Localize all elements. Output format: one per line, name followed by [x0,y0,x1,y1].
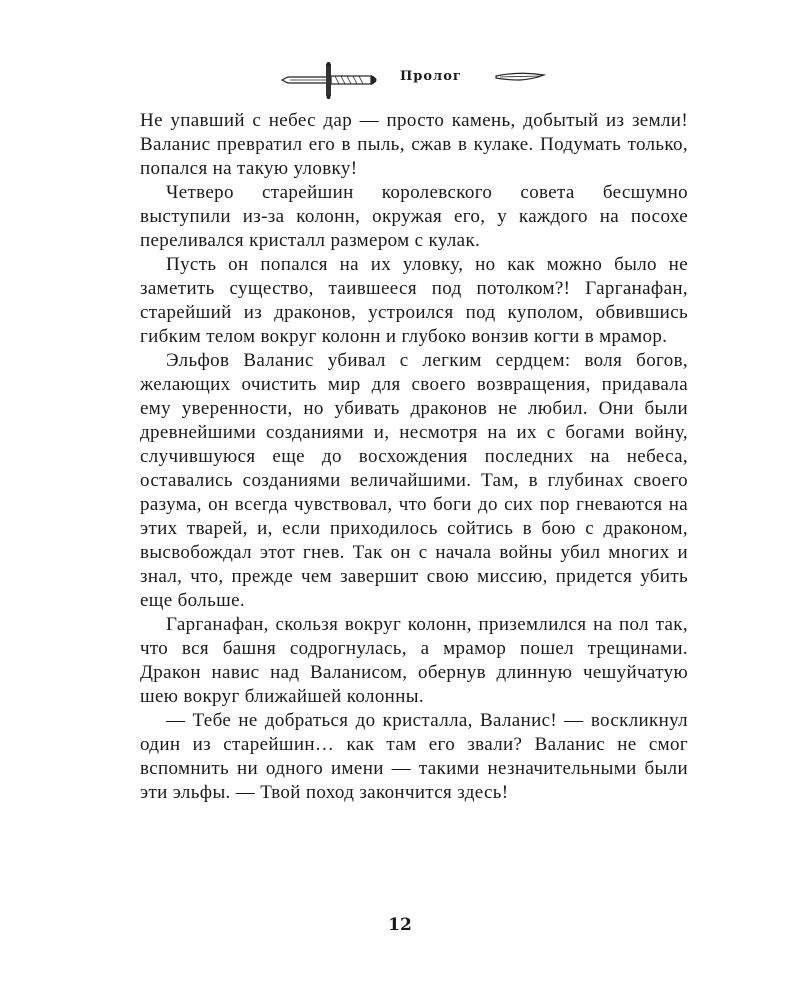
paragraph: Гарганафан, скользя вокруг колонн, приземлился на пол так, что вся башня содрогнулась, а мрамор пошел трещинами. Дракон навис над Валанисом, обернув длинную чешуйчатую шею вокруг ближайшей колонны. [140,614,688,707]
paragraph: Пусть он попался на их уловку, но как можно было не заметить существо, таившееся под потолком?! Гарганафан, старейший из драконов, устроился под куполом, обвившись гибким телом вокруг колонн и глубоко вонзив когти в мрамор. [140,254,688,347]
paragraph: Эльфов Валанис убивал с легким сердцем: воля богов, желающих очистить мир для своего возвращения, придавала ему уверенности, но убивать драконов не любил. Они были древнейшими созданиями и, несмотря на их с богами войну, случившуюся еще до восхождения последних на небеса, оставались созданиями величайшими. Там, в глубинах своего разума, он всегда чувствовал, что боги до сих пор гневаются на этих тварей, и, если приходилось сойтись в бою с драконом, высвобождал этот гнев. Так он с начала войны убил многих и знал, что, прежде чем завершит свою миссию, придется убить еще больше. [140,350,688,611]
blade-ornament-icon [494,70,546,84]
paragraph: Четверо старейшин королевского совета бесшумно выступили из-за колонн, окружая его, у каждого на посохе переливался кристалл размером с кулак. [140,182,688,251]
running-header [0,62,800,102]
page-number: 12 [388,915,412,935]
chapter-body [140,109,688,805]
paragraph: — Тебе не добраться до кристалла, Валанис! — воскликнул один из старейшин… как там его звали? Валанис не смог вспомнить ни одного имени — такими незначительными были эти эльфы. — Твой поход закончится здесь! [140,710,688,803]
chapter-title: Пролог [400,69,462,84]
sword-ornament-icon [278,62,388,102]
paragraph: Не упавший с небес дар — просто камень, добытый из земли! Валанис превратил его в пыль, сжав в кулаке. Подумать только, попался на такую уловку! [140,110,688,179]
